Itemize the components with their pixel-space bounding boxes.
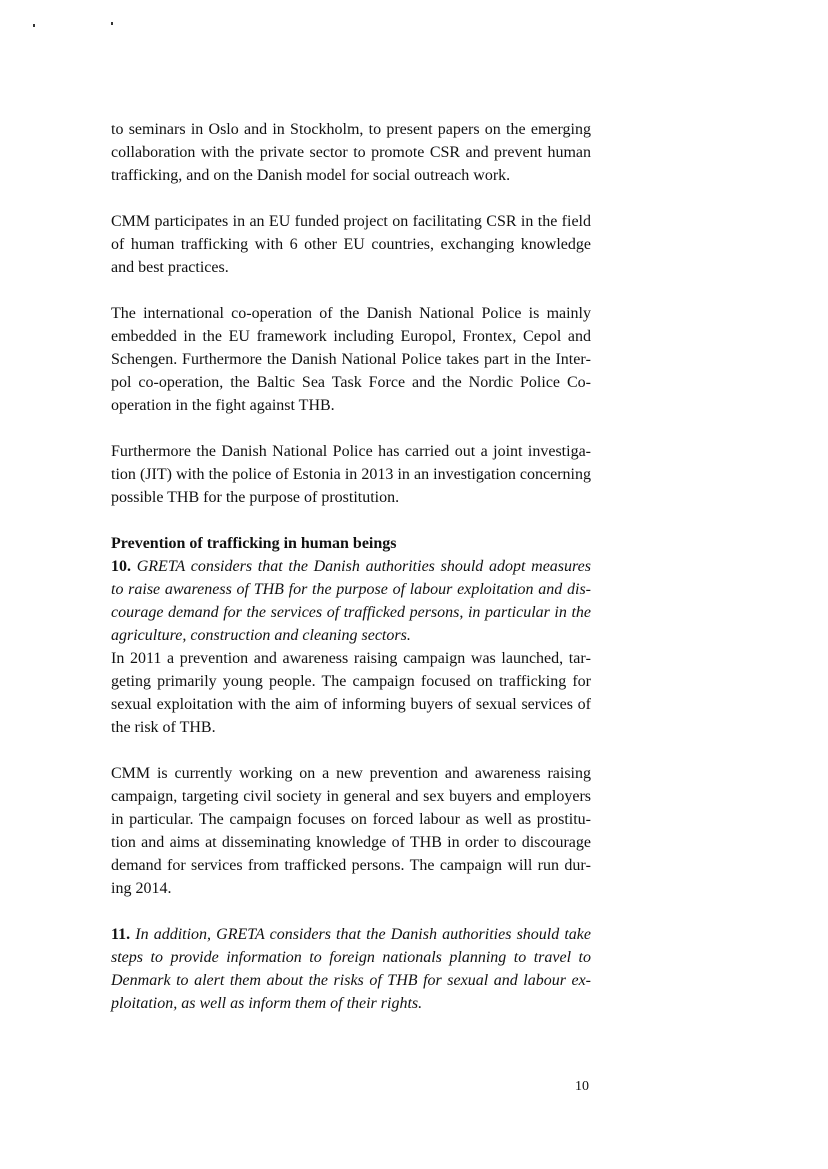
- paragraph: CMM is currently working on a new prevention and awareness raising campaign, targeting civil society in general and sex buyers and employers in particular. The campaign focuses on forced labour as well as prostitution and aims at disseminating knowledge of THB in order to discourage demand for services from trafficked persons. The campaign will run during 2014.: [111, 765, 591, 897]
- recommendation-10: [111, 555, 591, 647]
- paragraph: CMM participates in an EU funded project on facilitating CSR in the field of human trafficking with 6 other EU countries, exchanging knowledge and best practices.: [111, 213, 591, 276]
- paragraph: The international co-operation of the Danish National Police is mainly embedded in the EU framework including Europol, Frontex, Cepol and Schengen. Furthermore the Danish National Police takes part in the Interpol co-operation, the Baltic Sea Task Force and the Nordic Police Cooperation in the fight against THB.: [111, 305, 591, 414]
- page-number: 10: [575, 1079, 589, 1094]
- recommendation-number: 10.: [111, 558, 131, 575]
- recommendation-number: 11.: [111, 926, 131, 943]
- recommendation-11: [111, 923, 591, 1015]
- paragraph: to seminars in Oslo and in Stockholm, to present papers on the emerging collaboration with the private sector to promote CSR and prevent human trafficking, and on the Danish model for social outreach work.: [111, 121, 591, 184]
- scan-mark: [111, 22, 113, 25]
- paragraph: In 2011 a prevention and awareness raising campaign was launched, targeting primarily young people. The campaign focused on trafficking for sexual exploitation with the aim of informing buyers of sexual services of the risk of THB.: [111, 650, 591, 736]
- section-heading: Prevention of trafficking in human beings: [111, 535, 397, 552]
- recommendation-text: GRETA considers that the Danish authorities should adopt measures to raise awareness of THB for the purpose of labour exploitation and discourage demand for the services of trafficked persons, in particular in the agriculture, construction and cleaning sectors.: [111, 558, 591, 644]
- scan-mark: [33, 24, 35, 27]
- paragraph: Furthermore the Danish National Police has carried out a joint investigation (JIT) with the police of Estonia in 2013 in an investigation concerning possible THB for the purpose of prostitution.: [111, 443, 591, 506]
- recommendation-text: In addition, GRETA considers that the Danish authorities should take steps to provide information to foreign nationals planning to travel to Denmark to alert them about the risks of THB for sexual and labour exploitation, as well as inform them of their rights.: [111, 926, 592, 1012]
- document-body: [111, 118, 591, 1015]
